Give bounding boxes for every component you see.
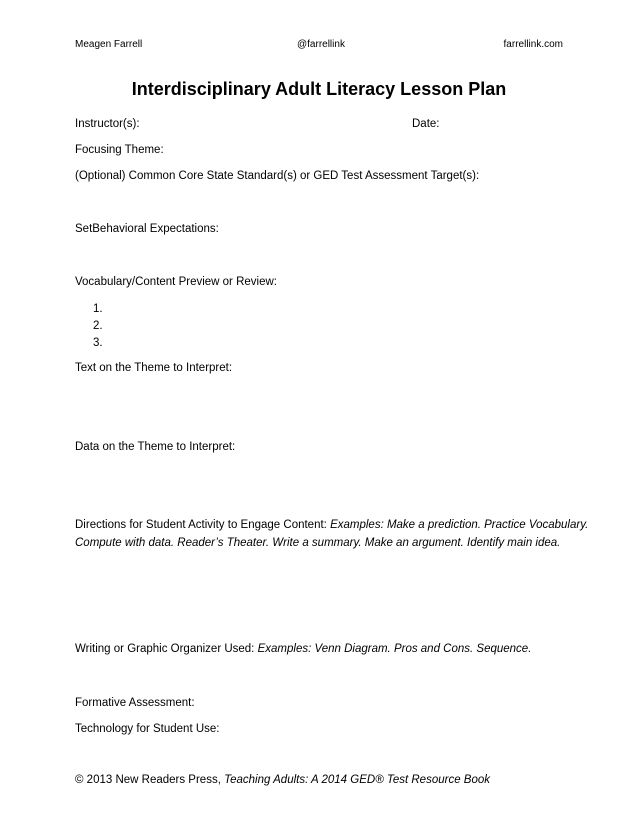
technology-label: Technology for Student Use: — [75, 723, 220, 735]
instructor-label: Instructor(s): — [75, 118, 140, 130]
organizer-label: Writing or Graphic Organizer Used: — [75, 643, 255, 655]
directions-line-1 — [75, 518, 588, 532]
directions-examples: Examples: Make a prediction. Practice Vocabulary. — [330, 519, 589, 531]
page-title: Interdisciplinary Adult Literacy Lesson Plan — [131, 79, 507, 99]
directions-examples-continued: Compute with data. Reader’s Theater. Write a summary. Make an argument. Identify main idea. — [75, 537, 561, 549]
header-author: Meagen Farrell — [75, 39, 143, 50]
formative-assessment-label: Formative Assessment: — [75, 697, 195, 709]
list-item: 3. — [93, 337, 103, 349]
footer-copyright: © 2013 New Readers Press, — [75, 774, 221, 786]
directions-label: Directions for Student Activity to Engage Content: — [75, 519, 327, 531]
footer — [75, 774, 490, 786]
list-item: 2. — [93, 320, 103, 332]
text-theme-label: Text on the Theme to Interpret: — [75, 362, 233, 374]
organizer-examples: Examples: Venn Diagram. Pros and Cons. Sequence. — [257, 643, 532, 655]
data-theme-label: Data on the Theme to Interpret: — [75, 441, 236, 453]
standards-label: (Optional) Common Core State Standard(s) or GED Test Assessment Target(s): — [75, 170, 480, 182]
footer-book-title: Teaching Adults: A 2014 GED® Test Resource Book — [224, 774, 490, 786]
header-handle: @farrellink — [297, 39, 345, 50]
focusing-theme-label: Focusing Theme: — [75, 144, 164, 156]
header-site: farrellink.com — [503, 39, 563, 50]
date-label: Date: — [412, 118, 440, 130]
list-item: 1. — [93, 303, 103, 315]
organizer-line — [75, 642, 531, 656]
behavioral-expectations-label: SetBehavioral Expectations: — [75, 223, 219, 235]
vocabulary-label: Vocabulary/Content Preview or Review: — [75, 276, 277, 288]
